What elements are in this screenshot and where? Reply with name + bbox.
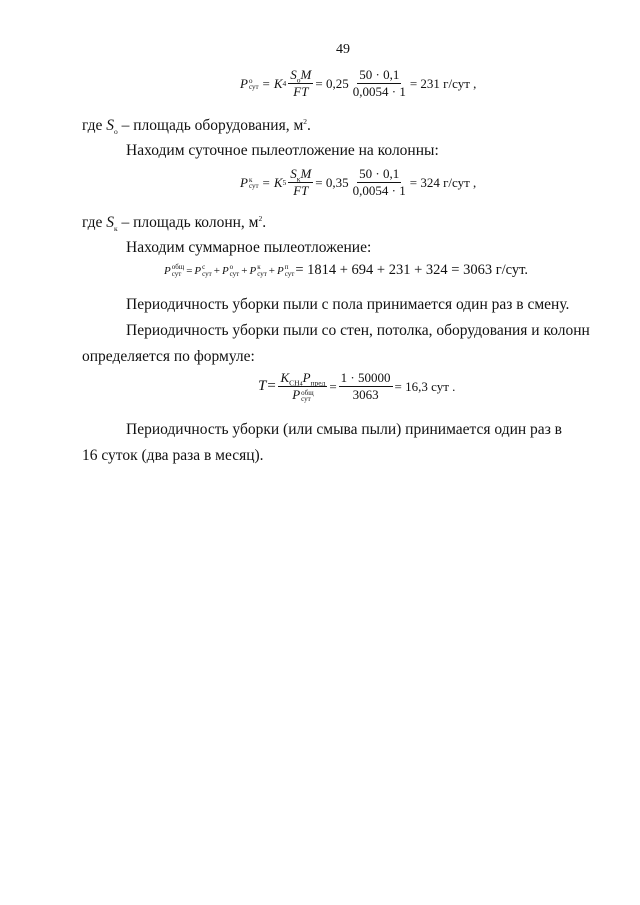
eq3-t3-sub: сут bbox=[257, 269, 267, 278]
eq1-num-value: 50 · 0,1 bbox=[357, 68, 401, 84]
eq1-lhs-sub: сут bbox=[248, 82, 259, 91]
eq2-frac-num-b: M bbox=[300, 166, 312, 181]
eq1-frac-num-a: S bbox=[290, 67, 297, 82]
eq4-num-value: 1 · 50000 bbox=[339, 371, 393, 387]
equation-surface-dust-equipment: P о сут = K 4 $\frac{S_оM}{FT}$ = 0,25 $\frac{50 \cdot 0,1}{0,0054 \cdot 1}$ = 231 г/сут , bbox=[240, 67, 477, 100]
eq3-lhs: P bbox=[164, 264, 171, 277]
eq2-frac-num-a: S bbox=[290, 166, 297, 181]
eq2-symbolic-fraction bbox=[288, 167, 313, 199]
eq4-eq-sign: = bbox=[329, 378, 337, 394]
eq1-k-value: = 0,25 bbox=[315, 75, 349, 91]
eq1-den-value: 0,0054 · 1 bbox=[352, 84, 406, 100]
eq2-result: = 324 г/сут , bbox=[409, 174, 477, 190]
line3-symbol-sub: к bbox=[113, 224, 118, 234]
definition-columns-area bbox=[82, 213, 267, 234]
paragraph-columns-heading: Находим суточное пылеотложение на колонны: bbox=[126, 142, 439, 159]
equation-surface-dust-columns: P к сут = K 5 $\frac{S_кM}{FT}$ = 0,35 $\frac{50 \cdot 0,1}{0,0054 \cdot 1}$ = 324 г/сут , bbox=[240, 166, 477, 199]
eq4-num-k-sub: СН bbox=[289, 378, 300, 388]
eq4-den-value: 3063 bbox=[352, 387, 379, 403]
eq1-symbolic-fraction bbox=[288, 68, 313, 100]
eq3-t2-sub: сут bbox=[229, 269, 240, 278]
eq4-num-k: K bbox=[280, 370, 290, 385]
eq4-result: = 16,3 сут . bbox=[394, 378, 456, 394]
eq4-symbolic-fraction bbox=[278, 371, 327, 403]
eq4-den-p-sub: сут bbox=[301, 395, 311, 404]
line3-prefix: где bbox=[82, 214, 107, 231]
line1-symbol: S bbox=[106, 117, 114, 134]
eq2-lhs-sup: к bbox=[248, 175, 253, 184]
line1-end: . bbox=[307, 117, 311, 134]
equation-total-dust bbox=[164, 262, 528, 279]
eq2-den-value: 0,0054 · 1 bbox=[352, 183, 406, 199]
eq3-t3-sup: к bbox=[257, 263, 261, 272]
line3-symbol: S bbox=[106, 214, 114, 231]
eq3-plus-1: + bbox=[213, 264, 220, 277]
eq2-numeric-fraction bbox=[351, 167, 408, 199]
eq2-lhs-sub: сут bbox=[248, 181, 259, 190]
eq2-lhs: P bbox=[240, 174, 248, 190]
paragraph-wall-cleaning-line-2: определяется по формуле: bbox=[82, 348, 255, 365]
eq1-frac-num-a-sub: о bbox=[296, 75, 301, 85]
eq4-lhs: T= bbox=[258, 378, 277, 395]
eq3-t4-sup: п bbox=[284, 263, 289, 272]
eq3-t1-sub: сут bbox=[202, 269, 212, 278]
line1-text: – площадь оборудования, м bbox=[117, 117, 304, 134]
eq3-t3: P bbox=[249, 264, 257, 277]
eq3-t4-sub: сут bbox=[284, 269, 295, 278]
paragraph-period-line-1: Периодичность уборки (или смыва пыли) принимается один раз в bbox=[126, 421, 563, 438]
eq4-den-p-sup: общ bbox=[301, 389, 314, 398]
eq3-lhs-sup: общ bbox=[171, 263, 185, 272]
definition-equipment-area bbox=[82, 116, 311, 137]
eq1-lhs: P bbox=[240, 75, 248, 91]
eq3-eq-sign: = bbox=[186, 264, 193, 277]
paragraph-period-line-2: 16 суток (два раза в месяц). bbox=[82, 447, 264, 464]
line1-prefix: где bbox=[82, 117, 107, 134]
line1-symbol-sub: о bbox=[113, 127, 118, 137]
eq2-num-value: 50 · 0,1 bbox=[357, 167, 401, 183]
eq3-t1: P bbox=[194, 264, 202, 277]
eq1-lhs-sup: о bbox=[248, 76, 253, 85]
eq3-plus-2: + bbox=[241, 264, 248, 277]
eq2-k-value: = 0,35 bbox=[315, 174, 349, 190]
line1-sup: 2 bbox=[303, 116, 308, 126]
line3-sup: 2 bbox=[258, 213, 263, 223]
eq3-lhs-sub: сут bbox=[171, 269, 182, 278]
eq4-num-p-sub: пред bbox=[310, 378, 326, 388]
eq1-frac-num-b: M bbox=[300, 67, 312, 82]
eq1-frac-den: FT bbox=[293, 84, 309, 100]
eq1-coef: K bbox=[273, 75, 283, 91]
eq1-eq-sign: = bbox=[262, 75, 270, 91]
line3-text: – площадь колонн, м bbox=[117, 214, 259, 231]
eq3-plus-3: + bbox=[268, 264, 275, 277]
eq1-result: = 231 г/сут , bbox=[409, 75, 477, 91]
paragraph-total-heading: Находим суммарное пылеотложение: bbox=[126, 239, 372, 256]
eq4-den-p: P bbox=[292, 387, 301, 403]
equation-cleaning-period bbox=[258, 371, 455, 403]
eq4-num-k-sub2: 4 bbox=[299, 381, 303, 388]
eq1-numeric-fraction bbox=[351, 68, 408, 100]
eq3-t2-sup: о bbox=[229, 263, 234, 272]
eq3-t4: P bbox=[277, 264, 284, 277]
eq3-t1-sup: с bbox=[202, 263, 206, 272]
eq2-frac-num-a-sub: к bbox=[296, 174, 301, 184]
eq4-num-p: P bbox=[302, 370, 311, 385]
line3-end: . bbox=[262, 214, 267, 231]
eq3-result: = 1814 + 694 + 231 + 324 = 3063 г/сут. bbox=[295, 262, 529, 278]
paragraph-floor-cleaning: Периодичность уборки пыли с пола принимается один раз в смену. bbox=[126, 296, 570, 313]
eq4-numeric-fraction bbox=[339, 371, 393, 403]
eq2-coef: K bbox=[273, 174, 283, 190]
eq3-t2: P bbox=[221, 264, 229, 277]
eq2-eq-sign: = bbox=[262, 174, 270, 190]
paragraph-wall-cleaning-line-1: Периодичность уборки пыли со стен, потолка, оборудования и колонн bbox=[126, 322, 590, 339]
page-number: 49 bbox=[336, 42, 350, 57]
eq2-frac-den: FT bbox=[293, 183, 309, 199]
